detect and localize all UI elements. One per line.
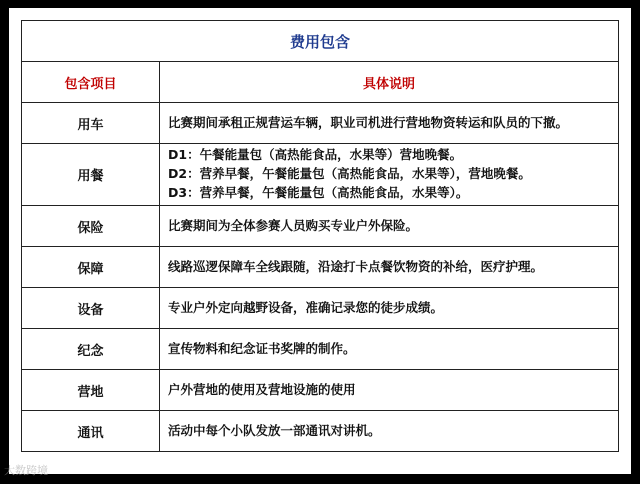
row-item: 用车 bbox=[22, 103, 160, 144]
table-row bbox=[22, 329, 619, 370]
table-row bbox=[22, 206, 619, 247]
desc-line: 活动中每个小队发放一部通讯对讲机。 bbox=[168, 422, 381, 438]
document-frame bbox=[9, 8, 631, 474]
header-row bbox=[22, 62, 619, 103]
desc-line: 比赛期间承租正规营运车辆，职业司机进行营地物资转运和队员的下撤。 bbox=[168, 114, 569, 130]
row-item: 纪念 bbox=[22, 329, 160, 370]
desc-line: D2：营养早餐，午餐能量包（高热能食品，水果等），营地晚餐。 bbox=[168, 166, 531, 182]
header-item: 包含项目 bbox=[22, 62, 160, 103]
desc-line: 宣传物料和纪念证书奖牌的制作。 bbox=[168, 340, 356, 356]
row-desc bbox=[160, 206, 619, 247]
table-row bbox=[22, 247, 619, 288]
table-row bbox=[22, 411, 619, 452]
desc-line: 户外营地的使用及营地设施的使用 bbox=[168, 381, 356, 397]
row-item: 通讯 bbox=[22, 411, 160, 452]
row-desc bbox=[160, 144, 619, 206]
title-row bbox=[22, 21, 619, 62]
row-item: 保障 bbox=[22, 247, 160, 288]
row-desc bbox=[160, 103, 619, 144]
table-row bbox=[22, 144, 619, 206]
watermark: 大数跨境 bbox=[4, 464, 48, 477]
row-item: 设备 bbox=[22, 288, 160, 329]
table-row bbox=[22, 103, 619, 144]
header-desc: 具体说明 bbox=[160, 62, 619, 103]
desc-line: 比赛期间为全体参赛人员购买专业户外保险。 bbox=[168, 217, 419, 233]
row-desc bbox=[160, 370, 619, 411]
row-item: 保险 bbox=[22, 206, 160, 247]
row-desc bbox=[160, 247, 619, 288]
desc-line: 线路巡逻保障车全线跟随，沿途打卡点餐饮物资的补给，医疗护理。 bbox=[168, 258, 544, 274]
row-desc bbox=[160, 329, 619, 370]
fees-table bbox=[21, 20, 619, 452]
row-item: 营地 bbox=[22, 370, 160, 411]
row-desc bbox=[160, 411, 619, 452]
desc-line: 专业户外定向越野设备，准确记录您的徒步成绩。 bbox=[168, 299, 444, 315]
desc-line: D3：营养早餐，午餐能量包（高热能食品，水果等）。 bbox=[168, 184, 469, 200]
table-title: 费用包含 bbox=[22, 21, 619, 62]
table-row bbox=[22, 288, 619, 329]
desc-line: D1：午餐能量包（高热能食品，水果等）营地晚餐。 bbox=[168, 147, 463, 163]
row-desc bbox=[160, 288, 619, 329]
row-item: 用餐 bbox=[22, 144, 160, 206]
table-row bbox=[22, 370, 619, 411]
